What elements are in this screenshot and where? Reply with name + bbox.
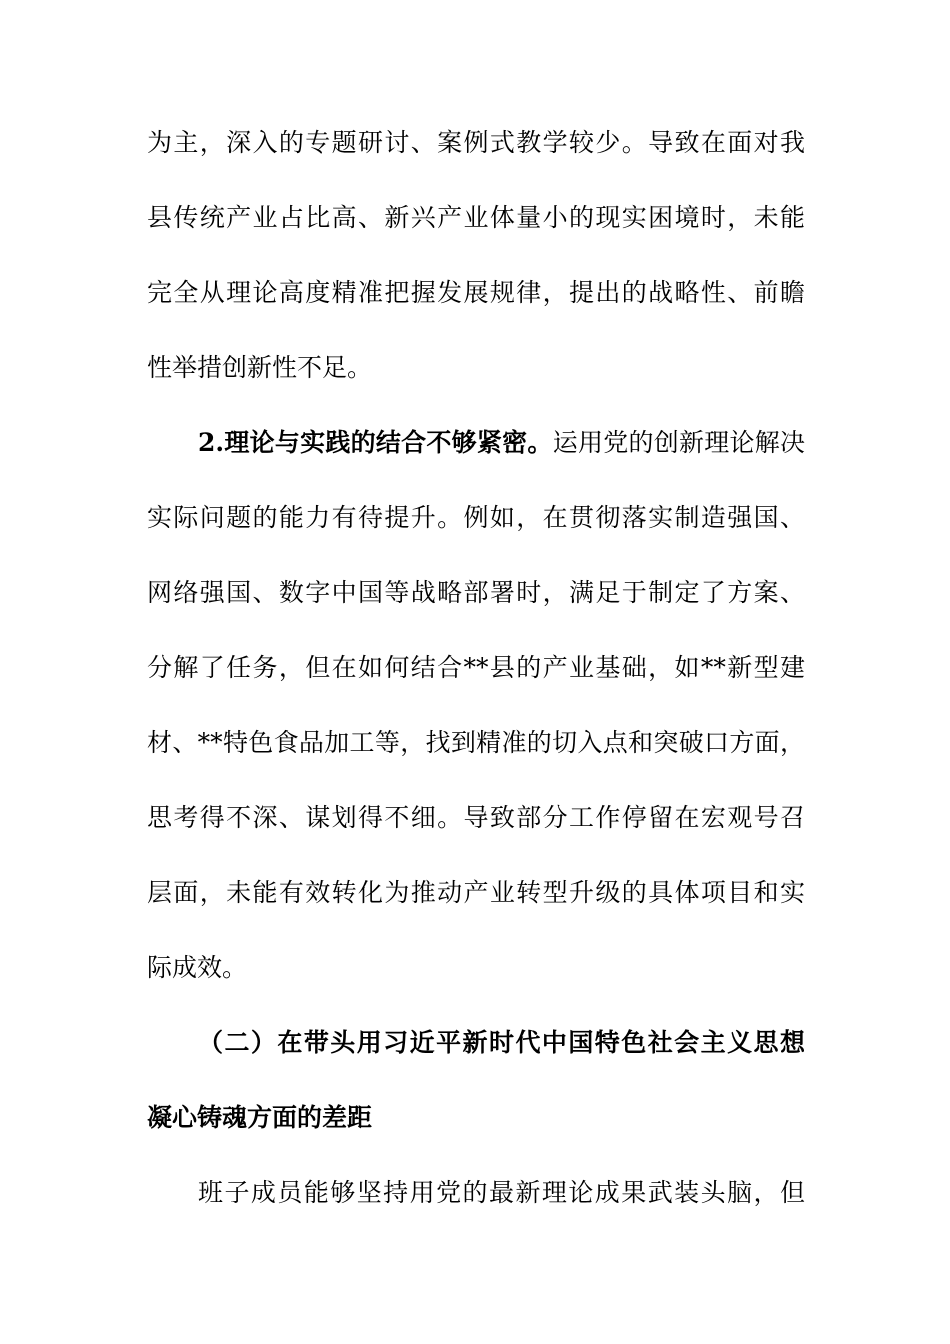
paragraph-line: 层面，未能有效转化为推动产业转型升级的具体项目和实 bbox=[147, 878, 805, 907]
paragraph-line: 材、**特色食品加工等，找到精准的切入点和突破口方面， bbox=[147, 728, 805, 757]
section-heading: （二）在带头用习近平新时代中国特色社会主义思想 bbox=[198, 1028, 805, 1057]
paragraph-line: 分解了任务，但在如何结合**县的产业基础，如**新型建 bbox=[147, 653, 805, 682]
paragraph-line: 完全从理论高度精准把握发展规律，提出的战略性、前瞻 bbox=[147, 278, 805, 307]
paragraph-line: 实际问题的能力有待提升。例如，在贯彻落实制造强国、 bbox=[147, 503, 805, 532]
paragraph-line: 班子成员能够坚持用党的最新理论成果武装头脑，但 bbox=[198, 1178, 805, 1207]
point2-text: 运用党的创新理论解决 bbox=[552, 428, 805, 457]
point2-heading: 2.理论与实践的结合不够紧密。 bbox=[198, 428, 553, 457]
paragraph-line: 为主，深入的专题研讨、案例式教学较少。导致在面对我 bbox=[147, 128, 805, 157]
paragraph-line: 际成效。 bbox=[147, 953, 248, 982]
section-heading: 凝心铸魂方面的差距 bbox=[147, 1103, 373, 1132]
paragraph-line: 网络强国、数字中国等战略部署时，满足于制定了方案、 bbox=[147, 578, 805, 607]
paragraph-line: 县传统产业占比高、新兴产业体量小的现实困境时，未能 bbox=[147, 203, 805, 232]
point2-first-line bbox=[198, 426, 805, 460]
paragraph-line: 性举措创新性不足。 bbox=[147, 353, 373, 382]
paragraph-line: 思考得不深、谋划得不细。导致部分工作停留在宏观号召 bbox=[147, 803, 805, 832]
